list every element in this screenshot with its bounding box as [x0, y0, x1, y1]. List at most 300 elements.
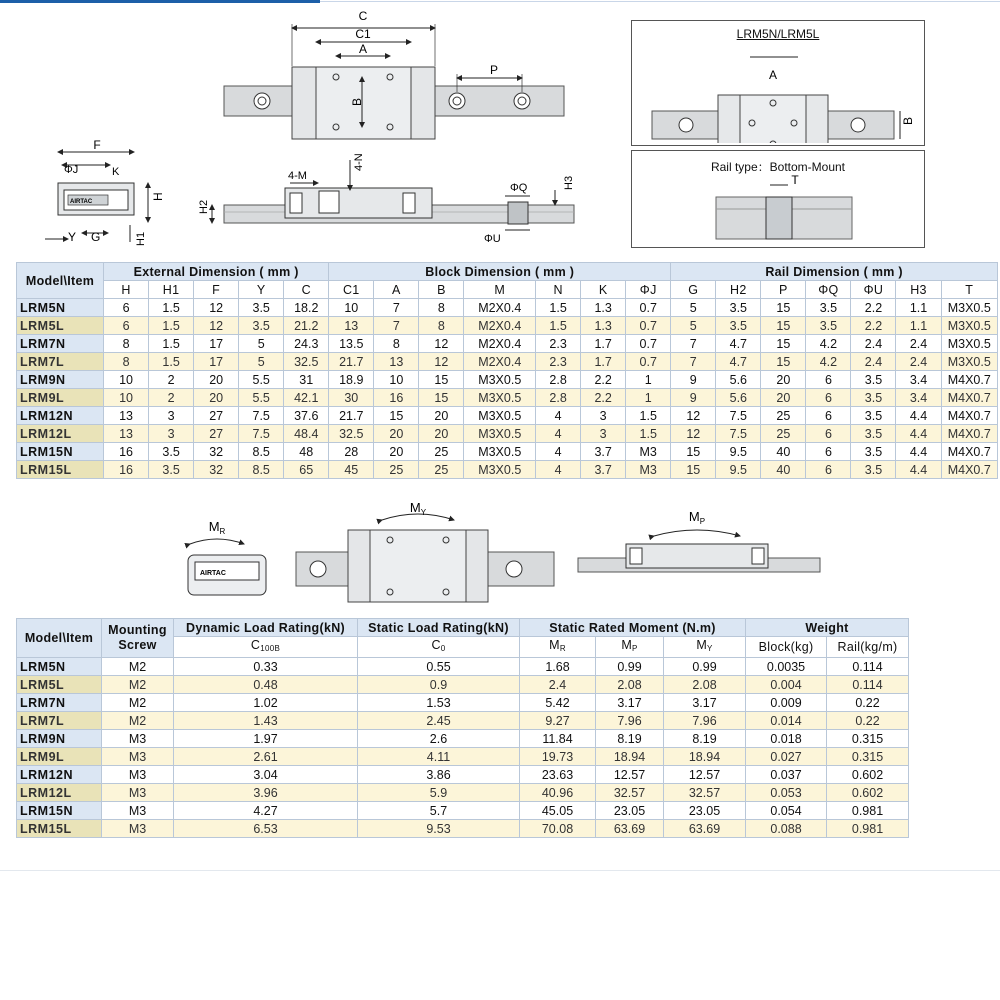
- table-row: [17, 443, 998, 461]
- panel-bottom-mount-title: Rail type：Bottom-Mount: [710, 160, 846, 174]
- table-cell: 0.014: [746, 712, 827, 730]
- table-cell: 2.2: [581, 371, 626, 389]
- table-cell: 2.08: [596, 676, 664, 694]
- table-row: [17, 820, 909, 838]
- table-cell: 0.037: [746, 766, 827, 784]
- table-cell: 1.3: [581, 317, 626, 335]
- table-cell: M3X0.5: [464, 443, 536, 461]
- table-cell: 20: [374, 425, 419, 443]
- table-cell: 0.99: [596, 658, 664, 676]
- table-cell: 0.0035: [746, 658, 827, 676]
- table-cell: 4.4: [896, 461, 941, 479]
- table-cell: 2.3: [536, 335, 581, 353]
- table-cell: 7.96: [596, 712, 664, 730]
- table-row: [17, 299, 998, 317]
- table-cell: 8: [419, 317, 464, 335]
- panel-lrm5-drawing: [632, 43, 924, 143]
- table2-moment-header: Static Rated Moment (N.m): [520, 619, 746, 637]
- table-cell: 5: [239, 353, 284, 371]
- table-cell: 5.6: [716, 389, 761, 407]
- table1-col-header: N: [536, 281, 581, 299]
- table-row: [17, 353, 998, 371]
- table-cell: 2.2: [581, 389, 626, 407]
- table-row: [17, 407, 998, 425]
- table-row: [17, 748, 909, 766]
- table-cell: 25: [761, 407, 806, 425]
- table-row: [17, 712, 909, 730]
- table-cell: 5.7: [358, 802, 520, 820]
- table-cell: 2: [149, 371, 194, 389]
- label-h: H: [151, 192, 165, 201]
- table-cell: 0.114: [827, 658, 909, 676]
- table-cell: 3.5: [239, 317, 284, 335]
- table-cell: 7: [671, 353, 716, 371]
- table-row: [17, 802, 909, 820]
- table-cell: 0.114: [827, 676, 909, 694]
- table-cell: 12.57: [596, 766, 664, 784]
- table-cell: 17: [194, 353, 239, 371]
- table-cell: 8.19: [664, 730, 746, 748]
- table-cell: 2.3: [536, 353, 581, 371]
- table-cell: M3: [102, 748, 174, 766]
- table-cell: 3.4: [896, 389, 941, 407]
- table1-group-block: Block Dimension ( mm ): [329, 263, 671, 281]
- table-cell: 0.009: [746, 694, 827, 712]
- table-cell: 10: [104, 371, 149, 389]
- table-cell: 5.6: [716, 371, 761, 389]
- label-phi-u: ΦU: [484, 233, 501, 245]
- table-cell: 7: [671, 335, 716, 353]
- table-cell: 0.7: [626, 335, 671, 353]
- panel-bottom-mount-drawing: [632, 173, 924, 247]
- table-cell: 10: [329, 299, 374, 317]
- table1-col-header: C: [284, 281, 329, 299]
- table-cell: 12: [419, 335, 464, 353]
- table-cell: 2: [149, 389, 194, 407]
- table-row: [17, 658, 909, 676]
- table-cell: 0.99: [664, 658, 746, 676]
- table-cell: 20: [419, 407, 464, 425]
- table-row: [17, 676, 909, 694]
- table-cell: 48.4: [284, 425, 329, 443]
- table2-sub-rail: Rail(kg/m): [827, 637, 909, 658]
- end-view-drawing: [45, 138, 165, 246]
- table-cell: 0.315: [827, 748, 909, 766]
- table-cell: 3.5: [851, 425, 896, 443]
- table-cell: 11.84: [520, 730, 596, 748]
- table-cell: 1.43: [174, 712, 358, 730]
- table-cell: 0.088: [746, 820, 827, 838]
- table-cell: 6.53: [174, 820, 358, 838]
- table-cell: 12: [194, 299, 239, 317]
- table-cell: M3X0.5: [464, 371, 536, 389]
- moment-drawings: [0, 500, 1000, 610]
- table-cell: 3.96: [174, 784, 358, 802]
- table2-body: [17, 658, 909, 838]
- table-cell: 0.22: [827, 694, 909, 712]
- table-row: [17, 389, 998, 407]
- table-cell: M3X0.5: [941, 317, 997, 335]
- table-cell: 10: [374, 371, 419, 389]
- model-cell: LRM9N: [17, 730, 102, 748]
- table-cell: 3.04: [174, 766, 358, 784]
- table-cell: 5.42: [520, 694, 596, 712]
- table-cell: 1.5: [536, 317, 581, 335]
- table-cell: 70.08: [520, 820, 596, 838]
- table-cell: M4X0.7: [941, 425, 997, 443]
- table-cell: 7.5: [239, 425, 284, 443]
- table-cell: 17: [194, 335, 239, 353]
- table-row: [17, 461, 998, 479]
- table-cell: 4.4: [896, 407, 941, 425]
- table-cell: 9.5: [716, 443, 761, 461]
- table1-col-header: K: [581, 281, 626, 299]
- label-b: B: [350, 97, 364, 107]
- moment-brand-logo: AIRTAC: [200, 570, 226, 577]
- table-row: [17, 694, 909, 712]
- table-cell: 3.5: [851, 371, 896, 389]
- table-cell: 20: [194, 389, 239, 407]
- table-cell: 4.4: [896, 425, 941, 443]
- table-cell: 32: [194, 461, 239, 479]
- table-row: [17, 371, 998, 389]
- table-cell: 5: [671, 317, 716, 335]
- table-cell: 3.17: [596, 694, 664, 712]
- model-cell: LRM9L: [17, 748, 102, 766]
- table-cell: 7.5: [716, 425, 761, 443]
- panel-lrm5: [631, 20, 925, 146]
- table1-col-header: Y: [239, 281, 284, 299]
- table1-col-header: F: [194, 281, 239, 299]
- table-cell: 6: [806, 407, 851, 425]
- table-cell: 15: [761, 317, 806, 335]
- table-cell: 3.5: [806, 299, 851, 317]
- table-cell: 40: [761, 461, 806, 479]
- table-cell: 15: [374, 407, 419, 425]
- brand-logo: AIRTAC: [70, 199, 93, 205]
- table-cell: 3.5: [851, 443, 896, 461]
- table2-model-header: Model\Item: [17, 619, 102, 658]
- table-cell: 45.05: [520, 802, 596, 820]
- table-cell: 37.6: [284, 407, 329, 425]
- table-cell: 5: [239, 335, 284, 353]
- table-cell: 1.1: [896, 317, 941, 335]
- label-y: Y: [68, 230, 77, 244]
- table-cell: 2.4: [896, 335, 941, 353]
- table-cell: M2: [102, 712, 174, 730]
- table-cell: 8: [104, 353, 149, 371]
- model-cell: LRM7N: [17, 694, 102, 712]
- table1-col-header: H2: [716, 281, 761, 299]
- table-cell: 2.8: [536, 371, 581, 389]
- table-cell: M2X0.4: [464, 335, 536, 353]
- table-cell: 1.1: [896, 299, 941, 317]
- table-cell: 1.3: [581, 299, 626, 317]
- table-cell: 3.5: [149, 461, 194, 479]
- label-g: G: [91, 230, 101, 244]
- table-cell: 21.7: [329, 353, 374, 371]
- table1-model-header: Model\Item: [17, 263, 104, 299]
- panel-bottom-mount: [631, 150, 925, 248]
- table-cell: 0.315: [827, 730, 909, 748]
- label-4m: 4-M: [288, 170, 307, 182]
- table-cell: 10: [104, 389, 149, 407]
- side-view-drawing: [198, 153, 575, 245]
- model-cell: LRM5L: [17, 317, 104, 335]
- table-cell: 2.4: [851, 353, 896, 371]
- table-cell: 0.55: [358, 658, 520, 676]
- label-c: C: [358, 9, 368, 23]
- table-cell: 3.7: [581, 443, 626, 461]
- table-cell: 13: [104, 425, 149, 443]
- table1-col-header: B: [419, 281, 464, 299]
- table-cell: M3X0.5: [464, 461, 536, 479]
- table-cell: 1.53: [358, 694, 520, 712]
- table-cell: 65: [284, 461, 329, 479]
- table-cell: 8.5: [239, 461, 284, 479]
- label-my: $M_Y$: [409, 500, 427, 517]
- table-cell: 5.5: [239, 389, 284, 407]
- table-cell: 8.5: [239, 443, 284, 461]
- table1-col-header: H1: [149, 281, 194, 299]
- table-cell: 12: [194, 317, 239, 335]
- table-cell: 7.96: [664, 712, 746, 730]
- table-cell: M3: [102, 730, 174, 748]
- table-row: [17, 784, 909, 802]
- table-cell: 1.97: [174, 730, 358, 748]
- table-cell: 2.61: [174, 748, 358, 766]
- table-cell: 0.981: [827, 820, 909, 838]
- panel-lrm5-label-a: A: [768, 68, 778, 82]
- label-phi-j: ΦJ: [64, 164, 79, 176]
- table-cell: 23.05: [664, 802, 746, 820]
- table-cell: 4: [536, 443, 581, 461]
- table-cell: 15: [419, 371, 464, 389]
- label-4n: 4-N: [353, 153, 365, 171]
- table-cell: 6: [806, 389, 851, 407]
- table-cell: 15: [761, 299, 806, 317]
- table-cell: 1.5: [149, 335, 194, 353]
- table-cell: 18.9: [329, 371, 374, 389]
- table-cell: 3.5: [806, 317, 851, 335]
- table-cell: 0.9: [358, 676, 520, 694]
- table-cell: M3X0.5: [941, 353, 997, 371]
- table-cell: 6: [104, 299, 149, 317]
- table-cell: 30: [329, 389, 374, 407]
- table-cell: 0.004: [746, 676, 827, 694]
- table-cell: 13.5: [329, 335, 374, 353]
- load-rating-table: [16, 618, 909, 838]
- table-cell: 4.11: [358, 748, 520, 766]
- table-cell: M4X0.7: [941, 407, 997, 425]
- table-cell: 40.96: [520, 784, 596, 802]
- table-cell: 13: [374, 353, 419, 371]
- table-cell: 3.5: [716, 317, 761, 335]
- table-cell: 3.7: [581, 461, 626, 479]
- table-cell: 4: [536, 407, 581, 425]
- model-cell: LRM9L: [17, 389, 104, 407]
- table1-col-header: G: [671, 281, 716, 299]
- table-cell: 0.981: [827, 802, 909, 820]
- table-cell: 0.7: [626, 299, 671, 317]
- table-cell: 24.3: [284, 335, 329, 353]
- label-h1: H1: [135, 231, 147, 246]
- model-cell: LRM15L: [17, 820, 102, 838]
- table-cell: 4.7: [716, 353, 761, 371]
- table-cell: 8.19: [596, 730, 664, 748]
- table-cell: 0.602: [827, 784, 909, 802]
- table-cell: 20: [419, 425, 464, 443]
- table-cell: 4.27: [174, 802, 358, 820]
- table-cell: M3X0.5: [464, 389, 536, 407]
- table-cell: 32.5: [284, 353, 329, 371]
- table-cell: 3.5: [851, 461, 896, 479]
- model-cell: LRM7L: [17, 712, 102, 730]
- table-cell: 0.7: [626, 353, 671, 371]
- table-cell: 3: [149, 425, 194, 443]
- model-cell: LRM15L: [17, 461, 104, 479]
- table-cell: 13: [329, 317, 374, 335]
- table2-sub-mp: MP: [596, 637, 664, 658]
- table-cell: 19.73: [520, 748, 596, 766]
- table-cell: 4.4: [896, 443, 941, 461]
- table-cell: 6: [806, 443, 851, 461]
- table1-col-header: A: [374, 281, 419, 299]
- table-cell: 20: [374, 443, 419, 461]
- table1-col-header: P: [761, 281, 806, 299]
- table-cell: 2.4: [851, 335, 896, 353]
- table1-col-header: M: [464, 281, 536, 299]
- table-cell: 18.94: [664, 748, 746, 766]
- table-cell: 63.69: [596, 820, 664, 838]
- table-cell: 6: [806, 425, 851, 443]
- table-cell: 0.602: [827, 766, 909, 784]
- label-phi-q: ΦQ: [510, 182, 528, 194]
- label-h2: H2: [198, 199, 210, 214]
- table-cell: 7.5: [716, 407, 761, 425]
- model-cell: LRM15N: [17, 443, 104, 461]
- table-cell: 23.63: [520, 766, 596, 784]
- table-cell: 2.08: [664, 676, 746, 694]
- moment-mr-drawing: [188, 519, 266, 595]
- table-cell: 8: [104, 335, 149, 353]
- model-cell: LRM5L: [17, 676, 102, 694]
- table-cell: 32: [194, 443, 239, 461]
- table-row: [17, 730, 909, 748]
- table-cell: M3X0.5: [941, 335, 997, 353]
- table1-col-header: ΦQ: [806, 281, 851, 299]
- table-cell: 2.45: [358, 712, 520, 730]
- table-cell: 18.94: [596, 748, 664, 766]
- table-row: [17, 766, 909, 784]
- table-cell: M2: [102, 658, 174, 676]
- table-cell: 18.2: [284, 299, 329, 317]
- table1-col-header: H: [104, 281, 149, 299]
- table-cell: 15: [671, 443, 716, 461]
- table-cell: 2.4: [520, 676, 596, 694]
- table-cell: 1: [626, 389, 671, 407]
- model-cell: LRM12L: [17, 784, 102, 802]
- table-cell: 0.027: [746, 748, 827, 766]
- table-cell: 32.5: [329, 425, 374, 443]
- moment-my-drawing: [296, 500, 554, 602]
- table-cell: 15: [761, 353, 806, 371]
- table-cell: M3: [102, 766, 174, 784]
- table-cell: 0.053: [746, 784, 827, 802]
- label-a: A: [358, 42, 368, 56]
- table-cell: 5.9: [358, 784, 520, 802]
- table-cell: 1.5: [149, 299, 194, 317]
- panel-bottom-mount-label-t: T: [791, 173, 799, 187]
- table-cell: M2X0.4: [464, 317, 536, 335]
- table-cell: 2.4: [896, 353, 941, 371]
- table-cell: 9.5: [716, 461, 761, 479]
- table-cell: 20: [761, 371, 806, 389]
- table-cell: 9.53: [358, 820, 520, 838]
- table1-group-external: External Dimension ( mm ): [104, 263, 329, 281]
- table-cell: 12.57: [664, 766, 746, 784]
- moment-mp-drawing: [578, 509, 820, 572]
- table-cell: 7.5: [239, 407, 284, 425]
- table-cell: 27: [194, 425, 239, 443]
- table-cell: 27: [194, 407, 239, 425]
- table-cell: M3: [102, 802, 174, 820]
- model-cell: LRM12L: [17, 425, 104, 443]
- table2-static-header: Static Load Rating(kN): [358, 619, 520, 637]
- table-row: [17, 317, 998, 335]
- table-cell: 16: [104, 443, 149, 461]
- table-cell: M4X0.7: [941, 389, 997, 407]
- table-cell: 25: [419, 443, 464, 461]
- table-cell: 2.8: [536, 389, 581, 407]
- table-cell: M4X0.7: [941, 371, 997, 389]
- table-cell: 15: [419, 389, 464, 407]
- table-cell: M3: [102, 820, 174, 838]
- dimension-table: [16, 262, 998, 479]
- table-cell: 3.5: [851, 389, 896, 407]
- label-mp: $M_P$: [688, 509, 706, 526]
- table-cell: 12: [419, 353, 464, 371]
- table-cell: M2X0.4: [464, 353, 536, 371]
- table-cell: 3: [149, 407, 194, 425]
- table-cell: 16: [104, 461, 149, 479]
- table-cell: M4X0.7: [941, 443, 997, 461]
- table-cell: 32.57: [664, 784, 746, 802]
- table-cell: M2: [102, 694, 174, 712]
- table-cell: 3.5: [851, 407, 896, 425]
- table-cell: 1.68: [520, 658, 596, 676]
- panel-lrm5-label-b: B: [901, 116, 915, 125]
- label-p: P: [489, 63, 499, 77]
- table-row: [17, 425, 998, 443]
- table1-group-rail: Rail Dimension ( mm ): [671, 263, 998, 281]
- table1-col-header: T: [941, 281, 997, 299]
- bottom-divider: [0, 870, 1000, 871]
- table-cell: 21.2: [284, 317, 329, 335]
- label-k: K: [112, 166, 120, 178]
- table-cell: 21.7: [329, 407, 374, 425]
- table-cell: 9.27: [520, 712, 596, 730]
- table-cell: 63.69: [664, 820, 746, 838]
- table-cell: 23.05: [596, 802, 664, 820]
- table-cell: 1.5: [626, 425, 671, 443]
- table-cell: 20: [194, 371, 239, 389]
- table-cell: 3.4: [896, 371, 941, 389]
- table-cell: 6: [104, 317, 149, 335]
- table1-col-header: ΦJ: [626, 281, 671, 299]
- table-cell: M3: [626, 443, 671, 461]
- table-cell: 3.5: [716, 299, 761, 317]
